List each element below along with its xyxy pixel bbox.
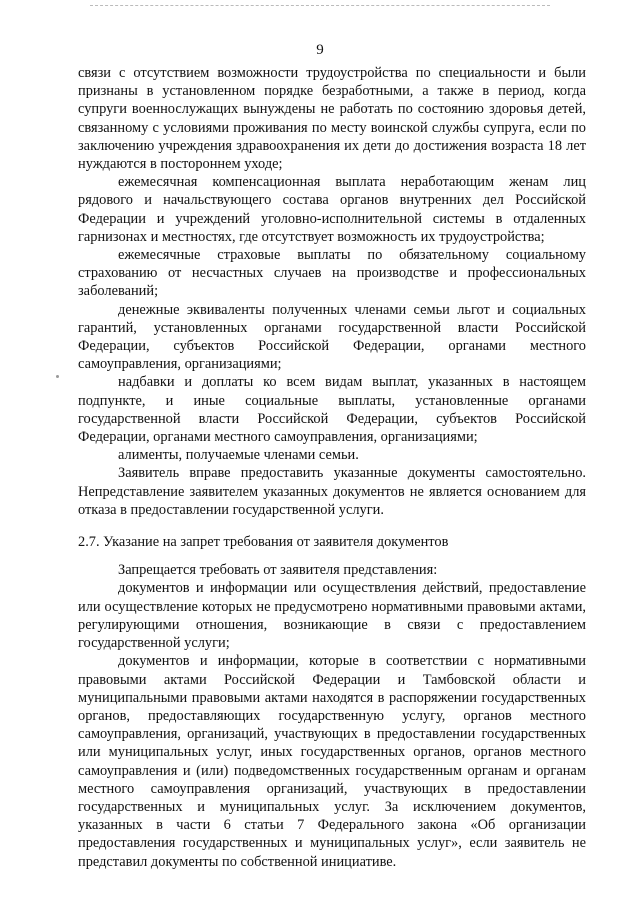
paragraph-monetary-equivalents: денежные эквиваленты полученных членами семьи льгот и социальных гарантий, установленных органами государственной власти Российской Федерации, субъектов Российской Федерации, органами местного самоуправления, организациями;: [78, 301, 586, 373]
paragraph-prohibition-item-1: документов и информации или осуществления действий, предоставление или осуществление которых не предусмотрено нормативными правовыми актами, регулирующими отношения, возникающие в связи с предоставлением государственной услуги;: [78, 580, 586, 652]
paragraph-applicant-right: Заявитель вправе предоставить указанные документы самостоятельно. Непредставление заявителем указанных документов не является основанием для отказа в предоставлении государственной услуги.: [78, 465, 586, 518]
paragraph-alimony: алименты, получаемые членами семьи.: [118, 447, 359, 464]
page-number: 9: [316, 42, 324, 58]
document-body: [78, 64, 586, 871]
scan-artifact-dot: [56, 375, 59, 378]
paragraph-prohibition-intro: Запрещается требовать от заявителя представления:: [118, 562, 438, 579]
paragraph-continuation: связи с отсутствием возможности трудоустройства по специальности и были признаны в установленном порядке безработными, а также в период, когда супруги военнослужащих вынуждены не работать по состоянию здоровья детей, связанному с условиями проживания по месту воинской службы супруга, если по заключению учреждения здравоохранения их дети до достижения возраста 18 лет нуждаются в постороннем уходе;: [78, 65, 586, 173]
section-heading: 2.7. Указание на запрет требования от заявителя документов: [78, 534, 449, 551]
paragraph-prohibition-item-2: документов и информации, которые в соответствии с нормативными правовыми актами Российской Федерации и Тамбовской области и муниципальными правовыми актами находятся в распоряжении государственных органов, предоставляющих государственную услугу, органов местного самоуправления, организаций, участвующих в предоставлении государственных или муниципальных услуг, иных государственных органов, органов местного самоуправления и (или) подведомственных государственным органам и органам местного самоуправления организаций, участвующих в предоставлении государственных и муниципальных услуг. За исключением документов, указанных в части 6 статьи 7 Федерального закона «Об организации предоставления государственных и муниципальных услуг», если заявитель не представил документы по собственной инициативе.: [78, 653, 586, 870]
scan-top-border: [90, 5, 550, 6]
paragraph-compensation-payment: ежемесячная компенсационная выплата неработающим женам лиц рядового и начальствующего состава органов внутренних дел Российской Федерации и учреждений уголовно-исполнительной системы в отдаленных гарнизонах и местностях, где отсутствует возможность их трудоустройства;: [78, 174, 586, 245]
paragraph-allowances: надбавки и доплаты ко всем видам выплат, указанных в настоящем подпункте, и иные социальные выплаты, установленные органами государственной власти Российской Федерации, субъектов Российской Федерации, органами местного самоуправления, организациями;: [78, 374, 586, 446]
paragraph-insurance-payments: ежемесячные страховые выплаты по обязательному социальному страхованию от несчастных случаев на производстве и профессиональных заболеваний;: [78, 247, 586, 300]
